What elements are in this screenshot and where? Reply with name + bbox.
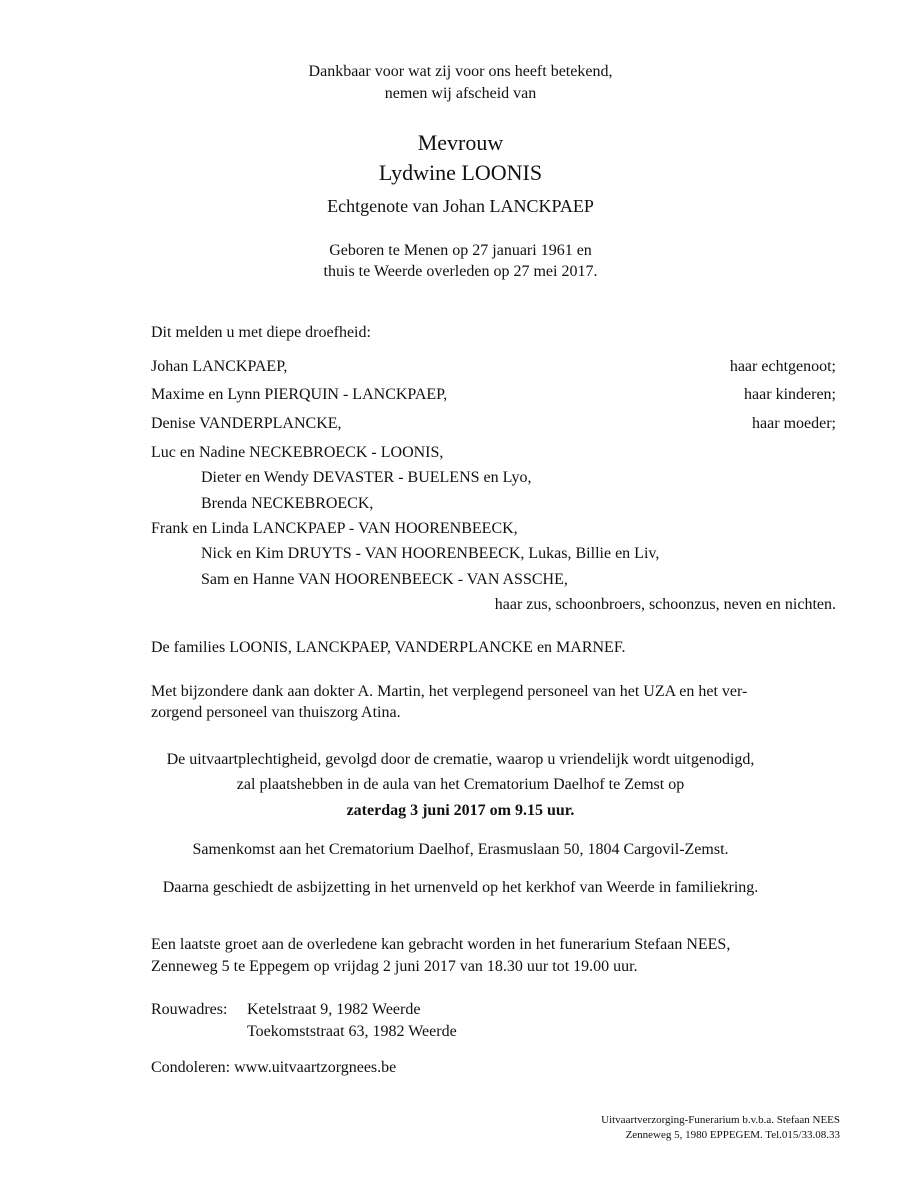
footer-line-1: Uitvaartverzorging-Funerarium b.v.b.a. Stefaan NEES [601, 1114, 840, 1126]
sibling-line: Brenda NECKEBROECK, [201, 495, 374, 512]
address-line-1: Ketelstraat 9, 1982 Weerde [247, 1001, 421, 1018]
ceremony-line-1: De uitvaartplechtigheid, gevolgd door de crematie, waarop u vriendelijk wordt uitgenodigd, [166, 751, 755, 768]
address-line-2: Toekomststraat 63, 1982 Weerde [247, 1023, 457, 1040]
mourner-relation: haar echtgenoot; [729, 358, 836, 375]
intro-line-2: nemen wij afscheid van [384, 85, 537, 102]
thanks-line-1: Met bijzondere dank aan dokter A. Martin, het verplegend personeel van het UZA en het ver- [151, 683, 748, 700]
footer-line-2: Zenneweg 5, 1980 EPPEGEM. Tel.015/33.08.33 [625, 1129, 840, 1141]
mourner-name: Denise VANDERPLANCKE, [151, 415, 342, 432]
ceremony-date: zaterdag 3 juni 2017 om 9.15 uur. [346, 802, 575, 819]
mourner-name: Maxime en Lynn PIERQUIN - LANCKPAEP, [151, 386, 448, 403]
mourner-relation: haar kinderen; [744, 386, 836, 403]
farewell-line-1: Een laatste groet aan de overledene kan gebracht worden in het funerarium Stefaan NEES, [151, 936, 731, 953]
sibling-line: Frank en Linda LANCKPAEP - VAN HOORENBEECK, [151, 520, 518, 537]
siblings-relation: haar zus, schoonbroers, schoonzus, neven en nichten. [494, 596, 836, 613]
death-line: thuis te Weerde overleden op 27 mei 2017. [323, 263, 598, 280]
mourner-name: Johan LANCKPAEP, [151, 358, 288, 375]
mourner-relation: haar moeder; [752, 415, 836, 432]
deceased-spouse: Echtgenote van Johan LANCKPAEP [327, 196, 594, 216]
birth-line: Geboren te Menen op 27 januari 1961 en [329, 242, 592, 259]
thanks-line-2: zorgend personeel van thuiszorg Atina. [151, 704, 401, 721]
deceased-title: Mevrouw [417, 130, 504, 155]
families-line: De families LOONIS, LANCKPAEP, VANDERPLANCKE en MARNEF. [151, 639, 626, 656]
deceased-name: Lydwine LOONIS [378, 160, 543, 185]
announcement: Dit melden u met diepe droefheid: [151, 324, 371, 341]
intro-line-1: Dankbaar voor wat zij voor ons heeft betekend, [308, 63, 613, 80]
ceremony-line-2: zal plaatshebben in de aula van het Crematorium Daelhof te Zemst op [236, 776, 685, 793]
sibling-line: Sam en Hanne VAN HOORENBEECK - VAN ASSCHE, [201, 571, 568, 588]
address-label: Rouwadres: [151, 1001, 228, 1018]
interment-line: Daarna geschiedt de asbijzetting in het urnenveld op het kerkhof van Weerde in familiekring. [162, 879, 759, 896]
farewell-line-2: Zenneweg 5 te Eppegem op vrijdag 2 juni 2017 van 18.30 uur tot 19.00 uur. [151, 958, 638, 975]
sibling-line: Dieter en Wendy DEVASTER - BUELENS en Lyo, [201, 469, 532, 486]
sibling-line: Luc en Nadine NECKEBROECK - LOONIS, [151, 444, 444, 461]
sibling-line: Nick en Kim DRUYTS - VAN HOORENBEECK, Lukas, Billie en Liv, [201, 545, 660, 562]
condolences-line: Condoleren: www.uitvaartzorgnees.be [151, 1059, 397, 1076]
gathering-line: Samenkomst aan het Crematorium Daelhof, Erasmuslaan 50, 1804 Cargovil-Zemst. [192, 841, 729, 858]
